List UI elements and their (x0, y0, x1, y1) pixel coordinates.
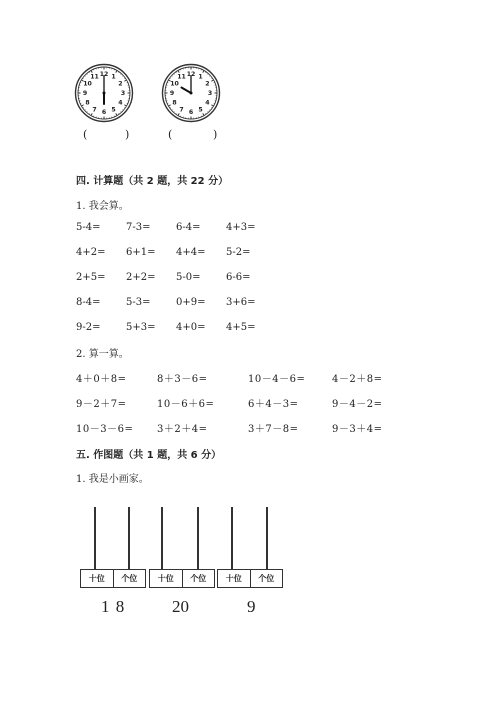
q2-equation: 10－6＋6= (157, 399, 215, 410)
clock-center-pin (103, 92, 106, 95)
q1-equation: 8-4= (76, 297, 101, 308)
clock-number: 2 (205, 80, 210, 88)
clock-tick (124, 80, 126, 81)
clock-tick (91, 113, 92, 115)
q1-equation: 4+3= (226, 222, 256, 233)
clock-number: 9 (169, 90, 175, 98)
clock-number: 9 (82, 90, 88, 98)
q2-equation: 4＋0＋8= (76, 374, 127, 385)
clock-number: 2 (118, 80, 123, 88)
abacus-rod-ones (266, 507, 268, 569)
clock-tick (116, 113, 117, 115)
ones-label: 个位 (250, 570, 283, 587)
q1-equation: 4+0= (176, 322, 206, 333)
abacus-rod-ones (197, 507, 199, 569)
clock-tick (206, 72, 207, 73)
clock-number: 3 (120, 90, 126, 98)
tens-label: 十位 (88, 574, 105, 583)
clock-tick (85, 110, 86, 111)
abacus-rod-tens (231, 507, 233, 569)
clock-tick (81, 105, 83, 106)
ones-label: 个位 (182, 570, 215, 587)
q2-equation: 6＋4－3= (248, 399, 299, 410)
clock-tick (211, 78, 212, 79)
clock-tick (83, 78, 84, 79)
question-1-label: 1. 我会算。 (76, 201, 129, 212)
clock-tick (119, 72, 120, 73)
clock-number: 7 (179, 106, 184, 114)
clock-tick (121, 74, 122, 75)
clock-tick (178, 113, 179, 115)
clock-tick (87, 111, 88, 112)
clock-tick (203, 113, 204, 115)
clock-tick (116, 70, 117, 72)
clock-tick (172, 110, 173, 111)
clock-center-pin (190, 92, 193, 95)
section-5-question-1-label: 1. 我是小画家。 (76, 474, 149, 485)
place-value-box (149, 569, 215, 588)
clock-tick (178, 70, 179, 72)
q2-equation: 3＋7－8= (248, 424, 299, 435)
clock-number: 3 (207, 90, 213, 98)
clock-number: 12 (99, 71, 109, 79)
q1-equation: 4+4= (176, 247, 206, 258)
abacus-3-number: 9 (247, 597, 256, 616)
q1-equation: 4+5= (226, 322, 256, 333)
clock-tick (211, 80, 213, 81)
clock-number: 5 (111, 106, 116, 114)
section-5-title: 五. 作图题（共 1 题，共 6 分） (76, 450, 222, 461)
clock-tick (174, 74, 175, 75)
place-value-box (80, 569, 146, 588)
q1-equation: 7-3= (126, 222, 151, 233)
abacus-1-number: 1 8 (101, 597, 126, 616)
q2-equation: 3＋2＋4= (157, 424, 208, 435)
q2-equation: 8＋3－6= (157, 374, 208, 385)
abacus-rod-ones (128, 507, 130, 569)
clock-tick (176, 113, 177, 114)
abacus-rod-tens (94, 507, 96, 569)
q1-equation: 5-4= (76, 222, 101, 233)
q2-equation: 9－4－2= (332, 399, 383, 410)
clock-tick (122, 76, 123, 77)
clock-tick (83, 108, 84, 109)
q1-equation: 5-0= (176, 272, 201, 283)
clock-tick (170, 78, 171, 79)
clock-tick (124, 108, 125, 109)
abacus-3 (217, 507, 283, 589)
clock-tick (89, 113, 90, 114)
clock-tick (168, 105, 170, 106)
section-4-title: 四. 计算题（共 2 题，共 22 分） (76, 176, 229, 187)
clock-tick (203, 70, 204, 72)
abacus-2 (149, 507, 215, 589)
clock-number: 6 (188, 109, 194, 117)
clock-number: 5 (198, 106, 203, 114)
clock-tick (124, 78, 125, 79)
clock-tick (174, 111, 175, 112)
q1-equation: 9-2= (76, 322, 101, 333)
question-2-label: 2. 算一算。 (76, 349, 129, 360)
clock-tick (85, 76, 86, 77)
clock-1-answer-paren-left: ( (83, 128, 88, 141)
q2-equation: 4－2＋8= (332, 374, 383, 385)
clock-1-answer-paren-right: ) (125, 128, 130, 141)
clock-number: 11 (177, 73, 186, 81)
clock-number: 4 (118, 99, 123, 107)
abacus-1 (80, 507, 146, 589)
clock-tick (206, 113, 207, 114)
clock-number: 1 (198, 73, 203, 81)
q1-equation: 6-4= (176, 222, 201, 233)
hour-hand (181, 88, 191, 94)
clock-tick (211, 105, 213, 106)
clock-number: 11 (90, 73, 99, 81)
q2-equation: 10－3－6= (76, 424, 134, 435)
clock-number: 8 (172, 99, 177, 107)
clock-tick (208, 74, 209, 75)
q2-equation: 9－3＋4= (332, 424, 383, 435)
clock-tick (211, 108, 212, 109)
ones-label: 个位 (113, 570, 146, 587)
clock-number: 12 (186, 71, 196, 79)
clock-number: 7 (92, 106, 97, 114)
q1-equation: 6-6= (226, 272, 251, 283)
q1-equation: 5-2= (226, 247, 251, 258)
tens-label: 十位 (157, 574, 174, 583)
abacus-2-number: 20 (172, 597, 189, 616)
clock-number: 10 (83, 80, 92, 88)
q1-equation: 0+9= (176, 297, 206, 308)
q1-equation: 5+3= (126, 322, 156, 333)
clock-tick (91, 70, 92, 72)
clock-2-answer-paren-right: ) (213, 128, 218, 141)
tens-label: 十位 (225, 574, 242, 583)
clock-tick (170, 108, 171, 109)
q1-equation: 2+5= (76, 272, 106, 283)
clock-tick (121, 111, 122, 112)
clock-face-2 (161, 63, 221, 123)
q2-equation: 10－4－6= (248, 374, 306, 385)
abacus-rod-tens (161, 507, 163, 569)
clock-number: 1 (111, 73, 116, 81)
clock-number: 8 (85, 99, 90, 107)
q1-equation: 4+2= (76, 247, 106, 258)
clock-tick (209, 110, 210, 111)
clock-tick (172, 76, 173, 77)
clock-tick (122, 110, 123, 111)
clock-tick (124, 105, 126, 106)
clock-number: 4 (205, 99, 210, 107)
clock-tick (208, 111, 209, 112)
clock-tick (119, 113, 120, 114)
place-value-box (217, 569, 283, 588)
clock-tick (209, 76, 210, 77)
clock-number: 10 (170, 80, 179, 88)
q1-equation: 6+1= (126, 247, 156, 258)
clock-tick (87, 74, 88, 75)
q2-equation: 9－2＋7= (76, 399, 127, 410)
q1-equation: 5-3= (126, 297, 151, 308)
clock-face-1 (74, 63, 134, 123)
q1-equation: 2+2= (126, 272, 156, 283)
clock-2-answer-paren-left: ( (168, 128, 173, 141)
clock-number: 6 (101, 109, 107, 117)
q1-equation: 3+6= (226, 297, 256, 308)
